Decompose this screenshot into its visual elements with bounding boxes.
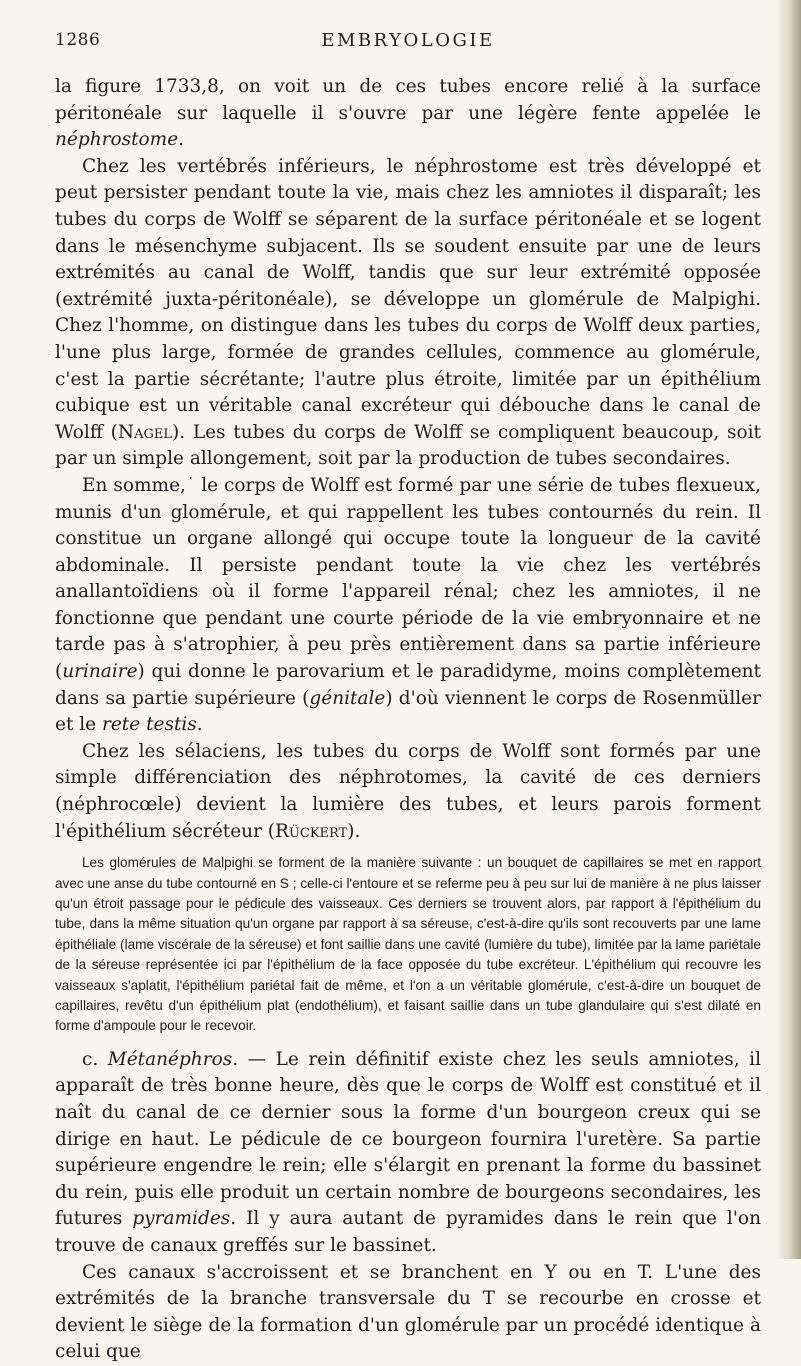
text-run: . Il y aura autant de pyramides dans le rein que l'on trouve de canaux greffés sur le bassinet. [55,1208,761,1257]
body-paragraph [55,154,761,473]
body-paragraph [55,74,761,154]
body-paragraph [55,1047,761,1260]
body-paragraph [55,473,761,739]
text-run: ). [347,820,361,842]
author-name: Rückert [275,820,348,842]
text-run: Ces canaux s'accroissent et se branchent en Y ou en T. L'une des extrémités de la branche transversale du T se recourbe en crosse et devient le siège de la formation d'un glomérule par un procédé identique à celui que [55,1261,761,1363]
italic-term: pyramides [132,1208,231,1230]
italic-term: génitale [309,687,386,709]
italic-term: urinaire [62,661,138,683]
book-page [55,30,761,1366]
author-name: Nagel [117,421,172,443]
text-run: . [196,714,203,736]
body-paragraph [55,739,761,845]
text-run: c. [82,1048,108,1070]
italic-term: rete testis [102,714,197,736]
text-run: . — Le rein définitif existe chez les seuls amniotes, il apparaît de très bonne heure, dès que le corps de Wolff est constitué et il naît du canal de ce dernier sous la forme d'un bourgeon creux qui se dirige en haut. Le pédicule de ce bourgeon fournira l'uretère. Sa partie supérieure engendre le rein; elle s'élargit en prenant la forme du bassinet du rein, puis elle produit un certain nombre de bourgeons secondaires, les futures [55,1048,762,1230]
italic-term: néphrostome [55,129,179,151]
text-run: ). Les tubes du corps de Wolff se compliquent beaucoup, soit par un simple allongement, soit par la production de tubes secondaires. [55,421,761,470]
page-number: 1286 [55,30,101,50]
page-body [55,74,761,1366]
small-print-paragraph [55,853,761,1037]
text-run: la figure 1733,8, on voit un de ces tubes encore relié à la surface péritonéale sur laquelle il s'ouvre par une légère fente appelée le [55,76,761,124]
text-run: En somme,˙ le corps de Wolff est formé par une série de tubes flexueux, munis d'un glomérule, et qui rappellent les tubes contournés du rein. Il constitue un organe allongé qui occupe toute la longueur de la cavité abdominale. Il persiste pendant toute la vie chez les vertébrés anallantoïdiens où il forme l'appareil rénal; chez les amniotes, il ne fonctionne que pendant une courte période de la vie embryonnaire et ne tarde pas à s'atrophier, à peu près entièrement dans sa partie inférieure ( [55,474,761,683]
italic-term: Métanéphros [107,1048,233,1070]
page-header [55,30,761,60]
body-paragraph [55,1260,761,1366]
text-run: . [178,129,185,151]
text-run: ) d'où viennent le corps de Rosenmüller et le [55,687,761,736]
text-run: Chez les sélaciens, les tubes du corps de Wolff sont formés par une simple différenciation des néphrotomes, la cavité de ces derniers (néphrocœle) devient la lumière des tubes, et leurs parois forment l'épithélium sécréteur ( [55,740,761,842]
text-run: Chez les vertébrés inférieurs, le néphrostome est très développé et peut persister pendant toute la vie, mais chez les amniotes il disparaît; les tubes du corps de Wolff se séparent de la surface péritonéale et se logent dans le mésenchyme subjacent. Ils se soudent ensuite par une de leurs extrémités au canal de Wolff, tandis que sur leur extrémité opposée (extrémité juxta-péritonéale), se développe un glomérule de Malpighi. Chez l'homme, on distingue dans les tubes du corps de Wolff deux parties, l'une plus large, formée de grandes cellules, commence au glomérule, c'est la partie sécrétante; l'autre plus étroite, limitée par un épithélium cubique est un véritable canal excréteur qui débouche dans le canal de Wolff ( [55,155,761,443]
text-run: Les glomérules de Malpighi se forment de la manière suivante : un bouquet de capillaires se met en rapport avec une anse du tube contourné en S ; celle-ci l'entoure et se referme peu à peu sur lui de manière à ne plus laisser qu'un étroit passage pour le pédicule des vaisseaux. Ces derniers se trouvent alors, par rapport à l'épithélium du tube, dans la même situation qu'un organe par rapport à sa séreuse, c'est-à-dire qu'ils sont recouverts par une lame épithéliale (lame viscérale de la séreuse) et font saillie dans une cavité (lumière du tube), limitée par la lame pariétale de la séreuse représentée ici par l'épithélium de la face opposée du tube excréteur. L'épithélium qui recouvre les vaisseaux s'aplatit, l'épithélium pariétal fait de même, et l'on a un véritable glomérule, c'est-à-dire un bouquet de capillaires, revêtu d'un épithélium plat (endothélium), et faisant saillie dans un tube glandulaire qui s'est dilaté en forme d'ampoule pour le recevoir. [55,855,761,1034]
text-run: ) qui donne le parovarium et le paradidyme, moins complètement dans sa partie supérieure ( [55,661,761,709]
running-title: EMBRYOLOGIE [321,30,495,51]
page-edge-shadow [775,0,801,1259]
